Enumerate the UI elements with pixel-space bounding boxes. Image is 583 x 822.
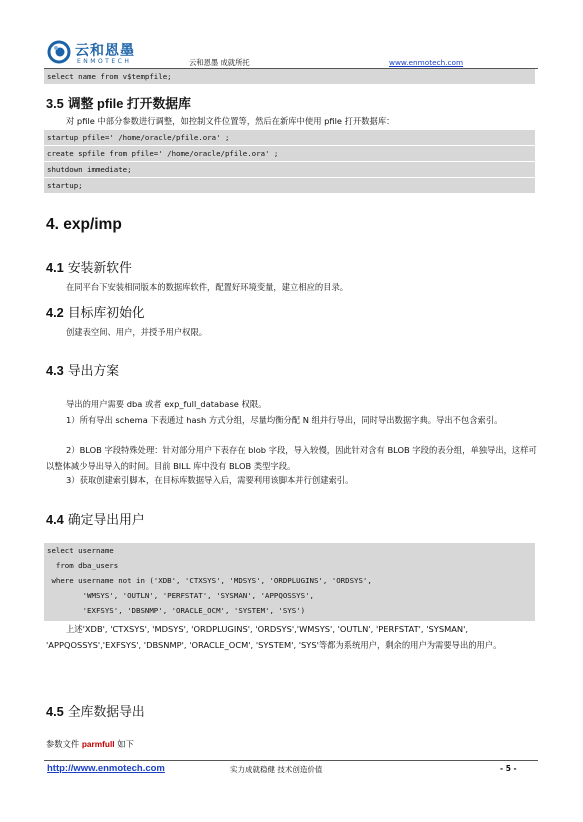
logo-swirl-icon	[47, 40, 71, 64]
logo-subtext: ENMOTECH	[77, 58, 132, 65]
paragraph-4-3-item-1: 1）所有导出 schema 下表通过 hash 方式分组，尽量均衡分配 N 组并行导出，同时导出数据字典。导出不包含索引。	[66, 415, 503, 425]
code-line: startup pfile=' /home/oracle/pfile.ora' ;	[44, 130, 535, 146]
section-number: 3.5	[46, 96, 64, 111]
code-block-users	[44, 543, 535, 621]
logo	[44, 38, 174, 68]
code-line: shutdown immediate;	[44, 162, 535, 178]
section-number: 4.3	[46, 363, 64, 378]
code-line: startup;	[44, 178, 535, 194]
paragraph-4-2: 创建表空间、用户，并授予用户权限。	[66, 327, 208, 337]
section-number: 4.5	[46, 704, 64, 719]
section-number: 4.2	[46, 305, 64, 320]
section-title: 目标库初始化	[67, 306, 145, 321]
section-heading-4-5	[46, 701, 145, 720]
section-heading-4-4	[46, 509, 145, 528]
section-number: 4.4	[46, 512, 64, 527]
header-url[interactable]: www.enmotech.com	[389, 58, 464, 67]
section-heading-3-5	[46, 93, 191, 112]
code-line: where username not in ('XDB', 'CTXSYS', 'MDSYS', 'ORDPLUGINS', 'ORDSYS',	[47, 576, 372, 585]
keyword-parmfull: parmfull	[81, 739, 115, 749]
paragraph-4-5	[46, 737, 538, 753]
paragraph-4-3-intro: 导出的用户需要 dba 或者 exp_full_database 权限。	[66, 399, 267, 409]
paragraph-4-4: 上述'XDB', 'CTXSYS', 'MDSYS', 'ORDPLUGINS', 'ORDSYS','WMSYS', 'OUTLN', 'PERFSTAT', 'SYSMAN', 'APPQOSSYS','EXFSYS', 'DBSNMP', 'ORACLE_OCM', 'SYSTEM', 'SYS'等都为系统用户，剩余的用户为需要导出的用户。	[46, 624, 502, 650]
section-title: 调整 pfile 打开数据库	[67, 96, 191, 111]
code-line: select username	[47, 546, 114, 555]
section-title: 安装新软件	[67, 261, 132, 276]
paragraph-4-1: 在同平台下安装相同版本的数据库软件，配置好环境变量，建立相应的目录。	[66, 282, 349, 292]
logo-text: 云和恩墨	[75, 43, 135, 59]
code-line: create spfile from pfile=' /home/oracle/pfile.ora' ;	[44, 146, 535, 162]
section-number: 4.1	[46, 260, 64, 275]
paragraph-4-3-item-3: 3）获取创建索引脚本，在目标库数据导入后，需要利用该脚本并行创建索引。	[66, 475, 354, 485]
paragraph-text: 参数文件	[46, 739, 82, 749]
footer-url[interactable]: http://www.enmotech.com	[47, 763, 165, 774]
page-number: - 5 -	[500, 764, 517, 773]
code-line: 'EXFSYS', 'DBSNMP', 'ORACLE_OCM', 'SYSTEM', 'SYS')	[47, 606, 306, 615]
section-title: 确定导出用户	[67, 513, 145, 528]
footer-rule	[44, 760, 538, 761]
section-heading-4-3	[46, 360, 119, 379]
paragraph-text: 如下	[114, 739, 134, 749]
code-line: from dba_users	[47, 561, 119, 570]
chapter-heading-4: 4. exp/imp	[46, 216, 122, 233]
code-block-tempfile	[44, 69, 535, 85]
section-title: 全库数据导出	[67, 705, 145, 720]
header	[44, 38, 538, 68]
section-heading-4-2	[46, 302, 145, 321]
paragraph-4-3-item-2: 2）BLOB 字段特殊处理：针对部分用户下表存在 blob 字段，导入较慢，因此针对含有 BLOB 字段的表分组，单独导出，这样可以整体减少导出导入的时间。目前 BILL 库中没有 BLOB 类型字段。	[46, 445, 537, 471]
paragraph-3-5: 对 pfile 中部分参数进行调整，如控制文件位置等，然后在新库中使用 pfile 打开数据库：	[66, 116, 395, 126]
footer-slogan: 实力成就稳健 技术创造价值	[230, 765, 323, 774]
section-title: 导出方案	[67, 364, 120, 379]
code-line: 'WMSYS', 'OUTLN', 'PERFSTAT', 'SYSMAN', 'APPQOSSYS',	[47, 591, 314, 600]
section-heading-4-1	[46, 257, 132, 276]
code-line: select name from v$tempfile;	[44, 69, 535, 85]
code-block-startup	[44, 130, 535, 194]
header-slogan: 云和恩墨 成就所托	[189, 58, 250, 67]
